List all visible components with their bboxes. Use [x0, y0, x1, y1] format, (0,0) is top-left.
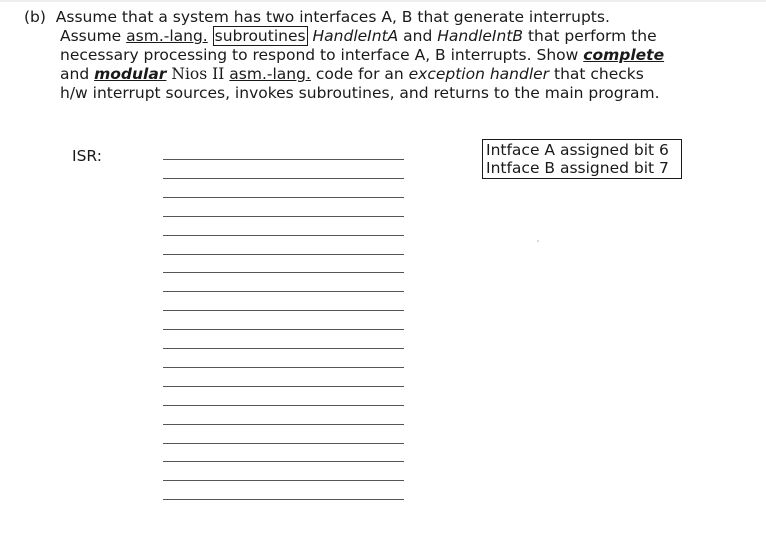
answer-line: [163, 499, 404, 500]
answer-line: [163, 159, 404, 160]
answer-line: [163, 291, 404, 292]
question-line-2: Assume asm.-lang. subroutines HandleIntA and HandleIntB that perform the: [60, 27, 657, 45]
bit-assignment-box: [482, 139, 682, 179]
question-line-4: and modular Nios II asm.-lang. code for an exception handler that checks: [60, 65, 644, 83]
answer-line: [163, 367, 404, 368]
isr-label: ISR:: [72, 147, 102, 165]
question-text: [24, 8, 754, 103]
answer-line: [163, 443, 404, 444]
assignment-b: Intface B assigned bit 7: [486, 159, 669, 177]
assignment-a: Intface A assigned bit 6: [486, 141, 669, 159]
exception-handler-term: exception handler: [408, 65, 550, 83]
question-line-1: (b) Assume that a system has two interfaces A, B that generate interrupts.: [24, 8, 610, 26]
answer-line: [163, 216, 404, 217]
complete-term: complete: [583, 46, 665, 64]
question-line-5: h/w interrupt sources, invokes subroutines, and returns to the main program.: [60, 84, 660, 102]
answer-line: [163, 254, 404, 255]
answer-line: [163, 405, 404, 406]
subroutines-term: subroutines: [214, 27, 306, 45]
question-line-3: necessary processing to respond to interface A, B interrupts. Show complete: [60, 46, 665, 64]
answer-line: [163, 235, 404, 236]
answer-line: [163, 197, 404, 198]
scan-speck: [537, 240, 539, 242]
handle-int-b: HandleIntB: [437, 27, 524, 45]
answer-line: [163, 310, 404, 311]
answer-line: [163, 329, 404, 330]
answer-line: [163, 424, 404, 425]
answer-line: [163, 480, 404, 481]
answer-line: [163, 386, 404, 387]
page-top-edge: [0, 0, 766, 2]
handle-int-a: HandleIntA: [312, 27, 399, 45]
answer-line: [163, 272, 404, 273]
answer-line: [163, 461, 404, 462]
modular-term: modular: [94, 65, 167, 83]
asm-lang-term: asm.-lang.: [126, 27, 208, 45]
answer-line: [163, 348, 404, 349]
part-label: (b): [24, 8, 46, 26]
asm-lang-term-2: asm.-lang.: [229, 65, 311, 83]
answer-line: [163, 178, 404, 179]
